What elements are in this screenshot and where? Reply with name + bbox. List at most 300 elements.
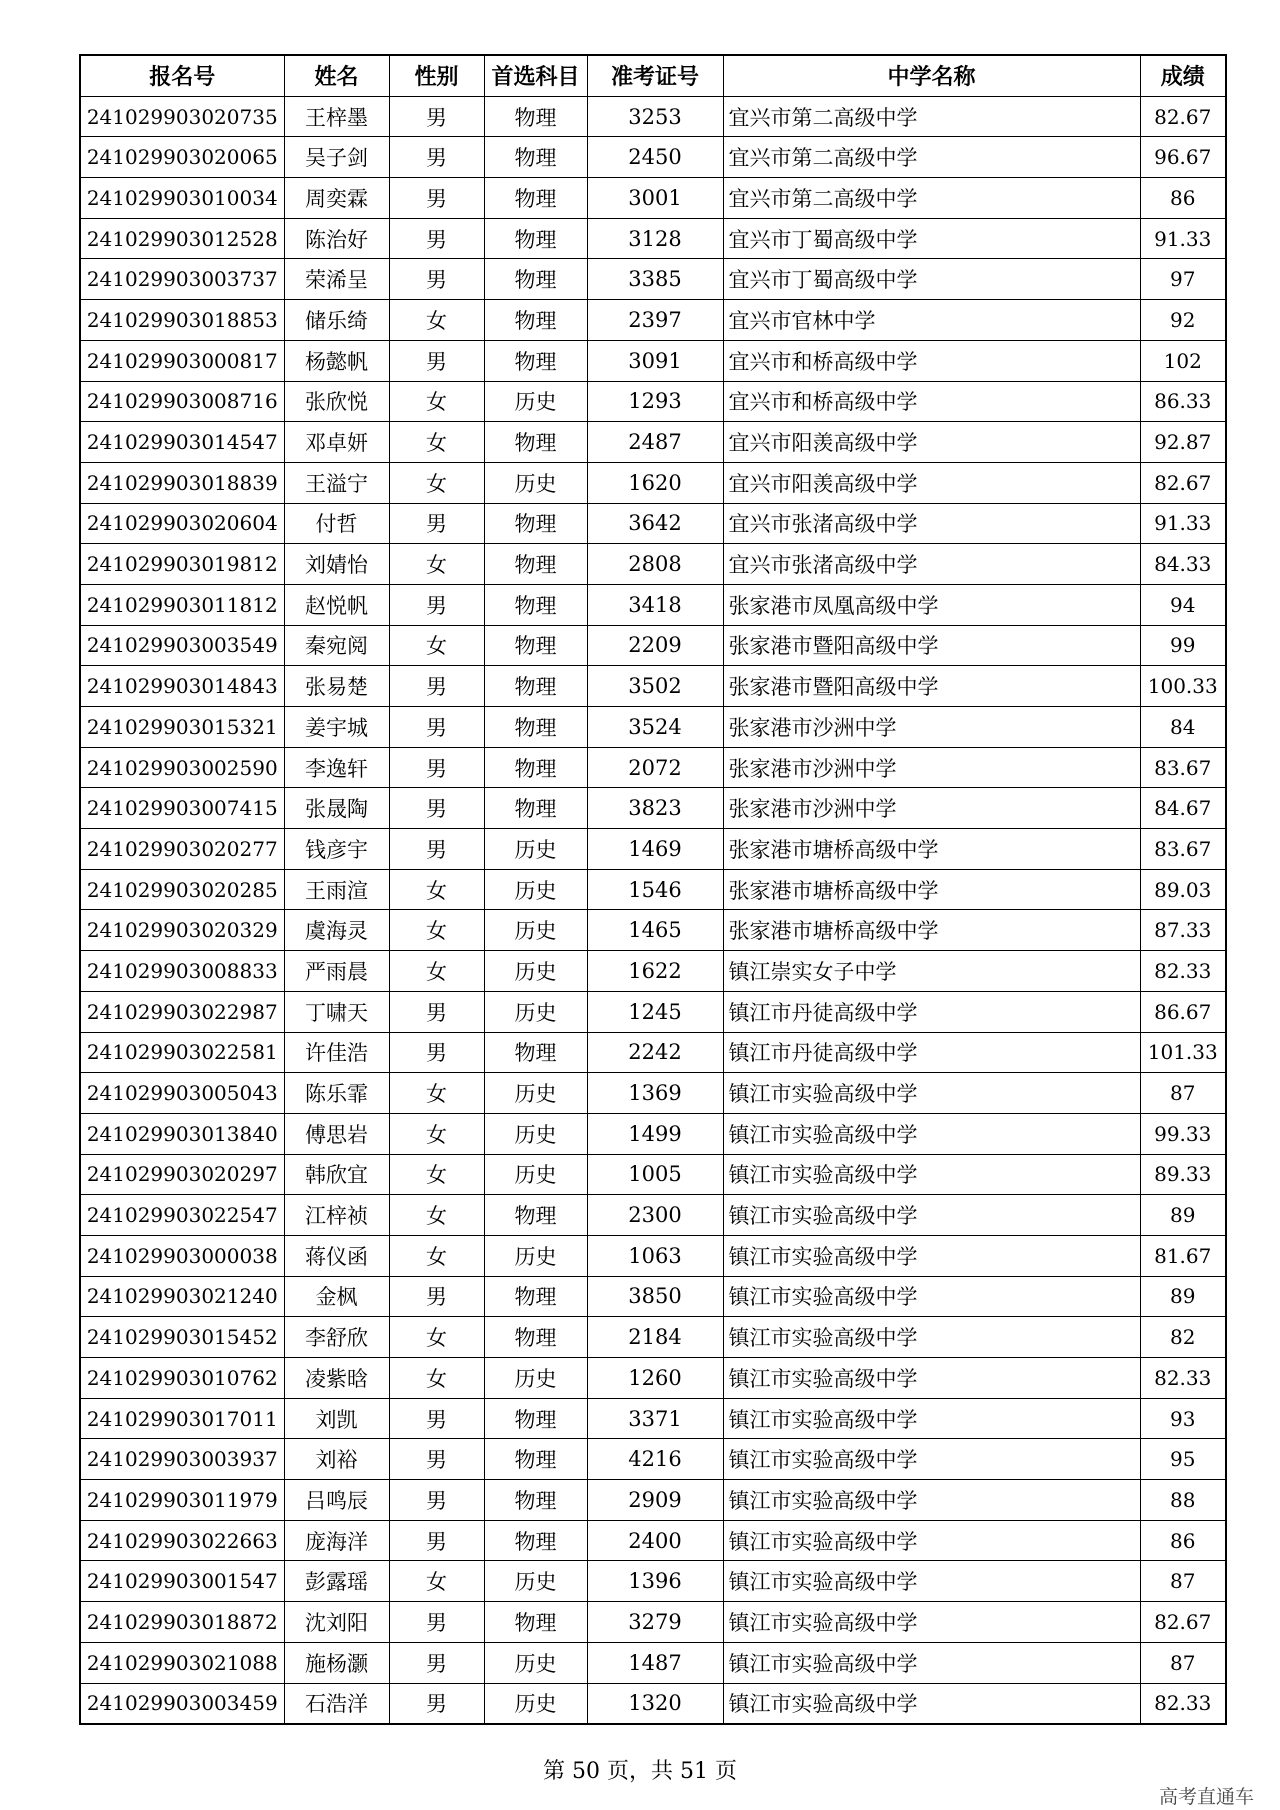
table-row (80, 1032, 1226, 1073)
cell-name: 秦宛阅 (284, 625, 389, 666)
cell-score: 82.67 (1140, 96, 1226, 137)
cell-exam-ticket-number: 1499 (587, 1113, 723, 1154)
cell-primary-subject: 物理 (484, 1398, 587, 1439)
cell-name: 丁啸天 (284, 991, 389, 1032)
cell-score: 81.67 (1140, 1235, 1226, 1276)
cell-score: 91.33 (1140, 503, 1226, 544)
table-row (80, 340, 1226, 381)
cell-name: 杨懿帆 (284, 340, 389, 381)
cell-school-name: 张家港市塘桥高级中学 (723, 869, 1140, 910)
table-row (80, 747, 1226, 788)
cell-score: 82 (1140, 1317, 1226, 1358)
page-number-footer: 第 50 页，共 51 页 (543, 1759, 737, 1784)
cell-registration-number: 241029903003737 (80, 259, 284, 300)
cell-primary-subject: 物理 (484, 747, 587, 788)
cell-registration-number: 241029903015321 (80, 707, 284, 748)
cell-registration-number: 241029903008716 (80, 381, 284, 422)
cell-gender: 女 (389, 1073, 484, 1114)
cell-name: 吕鸣辰 (284, 1480, 389, 1521)
cell-name: 邓卓妍 (284, 422, 389, 463)
table-row (80, 178, 1226, 219)
cell-gender: 男 (389, 584, 484, 625)
cell-school-name: 镇江市实验高级中学 (723, 1439, 1140, 1480)
cell-registration-number: 241029903015452 (80, 1317, 284, 1358)
cell-exam-ticket-number: 1622 (587, 951, 723, 992)
cell-school-name: 张家港市暨阳高级中学 (723, 666, 1140, 707)
header-score: 成绩 (1140, 55, 1226, 96)
cell-score: 86 (1140, 178, 1226, 219)
cell-exam-ticket-number: 4216 (587, 1439, 723, 1480)
table-row (80, 829, 1226, 870)
table-row (80, 910, 1226, 951)
table-row (80, 462, 1226, 503)
cell-registration-number: 241029903020735 (80, 96, 284, 137)
cell-primary-subject: 历史 (484, 1642, 587, 1683)
cell-score: 93 (1140, 1398, 1226, 1439)
cell-school-name: 镇江市实验高级中学 (723, 1398, 1140, 1439)
table-row (80, 422, 1226, 463)
cell-score: 92.87 (1140, 422, 1226, 463)
table-row (80, 1439, 1226, 1480)
cell-gender: 男 (389, 707, 484, 748)
cell-exam-ticket-number: 1293 (587, 381, 723, 422)
cell-name: 张晟陶 (284, 788, 389, 829)
cell-school-name: 镇江市实验高级中学 (723, 1683, 1140, 1724)
cell-registration-number: 241029903018853 (80, 300, 284, 341)
cell-primary-subject: 物理 (484, 1317, 587, 1358)
cell-score: 87 (1140, 1642, 1226, 1683)
cell-school-name: 宜兴市和桥高级中学 (723, 340, 1140, 381)
cell-exam-ticket-number: 1487 (587, 1642, 723, 1683)
cell-gender: 男 (389, 1642, 484, 1683)
table-row (80, 951, 1226, 992)
cell-score: 82.67 (1140, 1602, 1226, 1643)
cell-score: 99.33 (1140, 1113, 1226, 1154)
cell-registration-number: 241029903005043 (80, 1073, 284, 1114)
cell-school-name: 张家港市凤凰高级中学 (723, 584, 1140, 625)
cell-primary-subject: 物理 (484, 178, 587, 219)
cell-registration-number: 241029903000817 (80, 340, 284, 381)
header-gender: 性别 (389, 55, 484, 96)
cell-exam-ticket-number: 2300 (587, 1195, 723, 1236)
cell-exam-ticket-number: 1546 (587, 869, 723, 910)
cell-school-name: 张家港市塘桥高级中学 (723, 910, 1140, 951)
cell-name: 吴子剑 (284, 137, 389, 178)
cell-name: 王雨渲 (284, 869, 389, 910)
cell-school-name: 镇江崇实女子中学 (723, 951, 1140, 992)
cell-school-name: 宜兴市第二高级中学 (723, 137, 1140, 178)
cell-score: 89.03 (1140, 869, 1226, 910)
cell-primary-subject: 历史 (484, 910, 587, 951)
cell-exam-ticket-number: 3128 (587, 218, 723, 259)
table-row (80, 1276, 1226, 1317)
cell-name: 储乐绮 (284, 300, 389, 341)
cell-registration-number: 241029903020297 (80, 1154, 284, 1195)
cell-gender: 男 (389, 178, 484, 219)
cell-score: 88 (1140, 1480, 1226, 1521)
cell-exam-ticket-number: 1620 (587, 462, 723, 503)
cell-score: 84 (1140, 707, 1226, 748)
cell-exam-ticket-number: 1063 (587, 1235, 723, 1276)
table-row (80, 1235, 1226, 1276)
table-row (80, 96, 1226, 137)
cell-exam-ticket-number: 3385 (587, 259, 723, 300)
cell-exam-ticket-number: 1465 (587, 910, 723, 951)
watermark-text: 高考直通车 (1158, 1786, 1254, 1808)
cell-gender: 女 (389, 910, 484, 951)
cell-score: 99 (1140, 625, 1226, 666)
cell-school-name: 张家港市暨阳高级中学 (723, 625, 1140, 666)
cell-name: 王溢宁 (284, 462, 389, 503)
cell-exam-ticket-number: 2808 (587, 544, 723, 585)
table-row (80, 1642, 1226, 1683)
cell-name: 施杨灏 (284, 1642, 389, 1683)
cell-registration-number: 241029903020285 (80, 869, 284, 910)
cell-registration-number: 241029903014547 (80, 422, 284, 463)
cell-exam-ticket-number: 3091 (587, 340, 723, 381)
cell-gender: 女 (389, 300, 484, 341)
cell-name: 傅思岩 (284, 1113, 389, 1154)
cell-gender: 男 (389, 1602, 484, 1643)
cell-name: 庞海洋 (284, 1520, 389, 1561)
cell-exam-ticket-number: 2209 (587, 625, 723, 666)
cell-school-name: 镇江市实验高级中学 (723, 1276, 1140, 1317)
cell-score: 92 (1140, 300, 1226, 341)
cell-score: 100.33 (1140, 666, 1226, 707)
table-row (80, 707, 1226, 748)
cell-gender: 男 (389, 218, 484, 259)
table-row (80, 1317, 1226, 1358)
cell-gender: 女 (389, 1154, 484, 1195)
table-row (80, 666, 1226, 707)
cell-gender: 女 (389, 1358, 484, 1399)
cell-registration-number: 241029903003549 (80, 625, 284, 666)
cell-primary-subject: 物理 (484, 544, 587, 585)
cell-registration-number: 241029903022663 (80, 1520, 284, 1561)
cell-registration-number: 241029903021240 (80, 1276, 284, 1317)
cell-gender: 女 (389, 462, 484, 503)
table-body (80, 96, 1226, 1724)
table-row (80, 869, 1226, 910)
cell-score: 82.33 (1140, 951, 1226, 992)
cell-primary-subject: 物理 (484, 1602, 587, 1643)
cell-gender: 女 (389, 1561, 484, 1602)
cell-score: 101.33 (1140, 1032, 1226, 1073)
cell-exam-ticket-number: 3001 (587, 178, 723, 219)
cell-score: 89 (1140, 1195, 1226, 1236)
cell-exam-ticket-number: 1005 (587, 1154, 723, 1195)
cell-registration-number: 241029903021088 (80, 1642, 284, 1683)
cell-school-name: 宜兴市第二高级中学 (723, 178, 1140, 219)
cell-score: 82.67 (1140, 462, 1226, 503)
cell-name: 金枫 (284, 1276, 389, 1317)
cell-gender: 男 (389, 1683, 484, 1724)
cell-gender: 女 (389, 625, 484, 666)
cell-gender: 女 (389, 869, 484, 910)
cell-school-name: 镇江市实验高级中学 (723, 1113, 1140, 1154)
table-row (80, 218, 1226, 259)
cell-name: 许佳浩 (284, 1032, 389, 1073)
cell-registration-number: 241029903003459 (80, 1683, 284, 1724)
cell-registration-number: 241029903014843 (80, 666, 284, 707)
cell-gender: 男 (389, 1398, 484, 1439)
cell-primary-subject: 历史 (484, 1073, 587, 1114)
cell-name: 陈治好 (284, 218, 389, 259)
cell-gender: 女 (389, 422, 484, 463)
table-row (80, 1358, 1226, 1399)
header-name: 姓名 (284, 55, 389, 96)
cell-school-name: 镇江市实验高级中学 (723, 1358, 1140, 1399)
cell-registration-number: 241029903011979 (80, 1480, 284, 1521)
table-row (80, 1154, 1226, 1195)
cell-exam-ticket-number: 2450 (587, 137, 723, 178)
cell-registration-number: 241029903022987 (80, 991, 284, 1032)
cell-exam-ticket-number: 1469 (587, 829, 723, 870)
cell-gender: 女 (389, 381, 484, 422)
cell-gender: 男 (389, 503, 484, 544)
cell-registration-number: 241029903001547 (80, 1561, 284, 1602)
cell-primary-subject: 历史 (484, 1235, 587, 1276)
cell-registration-number: 241029903003937 (80, 1439, 284, 1480)
cell-name: 韩欣宜 (284, 1154, 389, 1195)
header-registration-number: 报名号 (80, 55, 284, 96)
cell-exam-ticket-number: 2400 (587, 1520, 723, 1561)
table-row (80, 1398, 1226, 1439)
cell-score: 91.33 (1140, 218, 1226, 259)
cell-gender: 男 (389, 991, 484, 1032)
cell-exam-ticket-number: 2242 (587, 1032, 723, 1073)
cell-primary-subject: 物理 (484, 1439, 587, 1480)
cell-exam-ticket-number: 1260 (587, 1358, 723, 1399)
cell-exam-ticket-number: 3279 (587, 1602, 723, 1643)
cell-primary-subject: 物理 (484, 422, 587, 463)
table-row (80, 1480, 1226, 1521)
cell-score: 84.33 (1140, 544, 1226, 585)
cell-gender: 男 (389, 1520, 484, 1561)
cell-school-name: 宜兴市张渚高级中学 (723, 503, 1140, 544)
cell-school-name: 张家港市沙洲中学 (723, 788, 1140, 829)
cell-name: 严雨晨 (284, 951, 389, 992)
cell-registration-number: 241029903017011 (80, 1398, 284, 1439)
cell-school-name: 镇江市丹徒高级中学 (723, 991, 1140, 1032)
table-row (80, 137, 1226, 178)
cell-primary-subject: 历史 (484, 1683, 587, 1724)
cell-school-name: 宜兴市官林中学 (723, 300, 1140, 341)
cell-name: 钱彦宇 (284, 829, 389, 870)
cell-registration-number: 241029903020277 (80, 829, 284, 870)
table-row (80, 584, 1226, 625)
cell-registration-number: 241029903022581 (80, 1032, 284, 1073)
cell-gender: 女 (389, 544, 484, 585)
cell-score: 82.33 (1140, 1358, 1226, 1399)
table-row (80, 1195, 1226, 1236)
cell-name: 周奕霖 (284, 178, 389, 219)
table-row (80, 788, 1226, 829)
cell-name: 彭露瑶 (284, 1561, 389, 1602)
table-row (80, 259, 1226, 300)
cell-score: 87.33 (1140, 910, 1226, 951)
cell-gender: 女 (389, 1113, 484, 1154)
cell-registration-number: 241029903018872 (80, 1602, 284, 1643)
table-row (80, 381, 1226, 422)
cell-gender: 男 (389, 259, 484, 300)
cell-school-name: 镇江市实验高级中学 (723, 1520, 1140, 1561)
cell-primary-subject: 物理 (484, 96, 587, 137)
cell-exam-ticket-number: 2184 (587, 1317, 723, 1358)
cell-registration-number: 241029903012528 (80, 218, 284, 259)
cell-exam-ticket-number: 3418 (587, 584, 723, 625)
cell-school-name: 镇江市实验高级中学 (723, 1195, 1140, 1236)
cell-primary-subject: 历史 (484, 991, 587, 1032)
cell-school-name: 张家港市沙洲中学 (723, 747, 1140, 788)
cell-name: 姜宇城 (284, 707, 389, 748)
cell-registration-number: 241029903020329 (80, 910, 284, 951)
table-row (80, 991, 1226, 1032)
cell-gender: 男 (389, 666, 484, 707)
cell-score: 83.67 (1140, 747, 1226, 788)
cell-primary-subject: 物理 (484, 259, 587, 300)
cell-primary-subject: 物理 (484, 300, 587, 341)
cell-primary-subject: 物理 (484, 625, 587, 666)
cell-gender: 女 (389, 1317, 484, 1358)
cell-gender: 男 (389, 340, 484, 381)
cell-registration-number: 241029903011812 (80, 584, 284, 625)
cell-primary-subject: 物理 (484, 1032, 587, 1073)
cell-primary-subject: 历史 (484, 1113, 587, 1154)
cell-gender: 男 (389, 1032, 484, 1073)
header-primary-subject: 首选科目 (484, 55, 587, 96)
table-row (80, 300, 1226, 341)
cell-primary-subject: 历史 (484, 462, 587, 503)
table-header-row (80, 55, 1226, 96)
cell-primary-subject: 历史 (484, 951, 587, 992)
table-row (80, 544, 1226, 585)
cell-primary-subject: 物理 (484, 1195, 587, 1236)
cell-name: 赵悦帆 (284, 584, 389, 625)
cell-school-name: 宜兴市阳羡高级中学 (723, 462, 1140, 503)
cell-school-name: 镇江市实验高级中学 (723, 1561, 1140, 1602)
cell-primary-subject: 物理 (484, 218, 587, 259)
cell-primary-subject: 物理 (484, 1276, 587, 1317)
cell-name: 付哲 (284, 503, 389, 544)
cell-primary-subject: 历史 (484, 1358, 587, 1399)
cell-school-name: 镇江市实验高级中学 (723, 1235, 1140, 1276)
admission-score-table (79, 54, 1227, 1725)
cell-exam-ticket-number: 3253 (587, 96, 723, 137)
cell-name: 虞海灵 (284, 910, 389, 951)
cell-score: 84.67 (1140, 788, 1226, 829)
cell-registration-number: 241029903019812 (80, 544, 284, 585)
cell-exam-ticket-number: 1245 (587, 991, 723, 1032)
cell-school-name: 镇江市实验高级中学 (723, 1073, 1140, 1114)
cell-school-name: 张家港市沙洲中学 (723, 707, 1140, 748)
cell-name: 蒋仪函 (284, 1235, 389, 1276)
cell-gender: 女 (389, 1235, 484, 1276)
cell-gender: 男 (389, 829, 484, 870)
table-row (80, 1073, 1226, 1114)
cell-school-name: 镇江市实验高级中学 (723, 1602, 1140, 1643)
cell-score: 94 (1140, 584, 1226, 625)
table-row (80, 1683, 1226, 1724)
cell-name: 石浩洋 (284, 1683, 389, 1724)
cell-primary-subject: 历史 (484, 1154, 587, 1195)
cell-score: 95 (1140, 1439, 1226, 1480)
cell-primary-subject: 物理 (484, 503, 587, 544)
cell-gender: 女 (389, 951, 484, 992)
cell-exam-ticket-number: 2909 (587, 1480, 723, 1521)
cell-gender: 男 (389, 788, 484, 829)
cell-score: 83.67 (1140, 829, 1226, 870)
cell-school-name: 宜兴市第二高级中学 (723, 96, 1140, 137)
cell-primary-subject: 物理 (484, 137, 587, 178)
cell-school-name: 宜兴市丁蜀高级中学 (723, 259, 1140, 300)
cell-primary-subject: 历史 (484, 829, 587, 870)
cell-score: 96.67 (1140, 137, 1226, 178)
cell-gender: 男 (389, 96, 484, 137)
cell-exam-ticket-number: 2397 (587, 300, 723, 341)
cell-score: 87 (1140, 1561, 1226, 1602)
cell-registration-number: 241029903022547 (80, 1195, 284, 1236)
cell-score: 86.67 (1140, 991, 1226, 1032)
cell-name: 沈刘阳 (284, 1602, 389, 1643)
cell-gender: 女 (389, 1195, 484, 1236)
cell-school-name: 镇江市实验高级中学 (723, 1480, 1140, 1521)
cell-school-name: 镇江市实验高级中学 (723, 1154, 1140, 1195)
cell-school-name: 宜兴市丁蜀高级中学 (723, 218, 1140, 259)
cell-name: 陈乐霏 (284, 1073, 389, 1114)
cell-score: 86 (1140, 1520, 1226, 1561)
cell-gender: 男 (389, 747, 484, 788)
cell-exam-ticket-number: 3823 (587, 788, 723, 829)
cell-primary-subject: 物理 (484, 707, 587, 748)
table-row (80, 1602, 1226, 1643)
cell-school-name: 镇江市实验高级中学 (723, 1317, 1140, 1358)
cell-school-name: 张家港市塘桥高级中学 (723, 829, 1140, 870)
cell-gender: 男 (389, 137, 484, 178)
cell-name: 刘婧怡 (284, 544, 389, 585)
cell-primary-subject: 历史 (484, 1561, 587, 1602)
cell-primary-subject: 历史 (484, 869, 587, 910)
cell-name: 刘凯 (284, 1398, 389, 1439)
cell-score: 89.33 (1140, 1154, 1226, 1195)
cell-score: 89 (1140, 1276, 1226, 1317)
cell-primary-subject: 物理 (484, 666, 587, 707)
cell-registration-number: 241029903013840 (80, 1113, 284, 1154)
cell-score: 86.33 (1140, 381, 1226, 422)
cell-primary-subject: 物理 (484, 340, 587, 381)
cell-school-name: 宜兴市和桥高级中学 (723, 381, 1140, 422)
cell-name: 凌紫晗 (284, 1358, 389, 1399)
header-school-name: 中学名称 (723, 55, 1140, 96)
cell-registration-number: 241029903010034 (80, 178, 284, 219)
cell-primary-subject: 历史 (484, 381, 587, 422)
cell-name: 张易楚 (284, 666, 389, 707)
cell-exam-ticket-number: 3850 (587, 1276, 723, 1317)
cell-exam-ticket-number: 1320 (587, 1683, 723, 1724)
table-row (80, 1520, 1226, 1561)
cell-registration-number: 241029903000038 (80, 1235, 284, 1276)
cell-primary-subject: 物理 (484, 1480, 587, 1521)
cell-exam-ticket-number: 3502 (587, 666, 723, 707)
cell-registration-number: 241029903010762 (80, 1358, 284, 1399)
table-row (80, 503, 1226, 544)
cell-registration-number: 241029903008833 (80, 951, 284, 992)
cell-gender: 男 (389, 1480, 484, 1521)
cell-primary-subject: 物理 (484, 788, 587, 829)
cell-name: 荣浠呈 (284, 259, 389, 300)
cell-registration-number: 241029903002590 (80, 747, 284, 788)
cell-school-name: 宜兴市阳羡高级中学 (723, 422, 1140, 463)
